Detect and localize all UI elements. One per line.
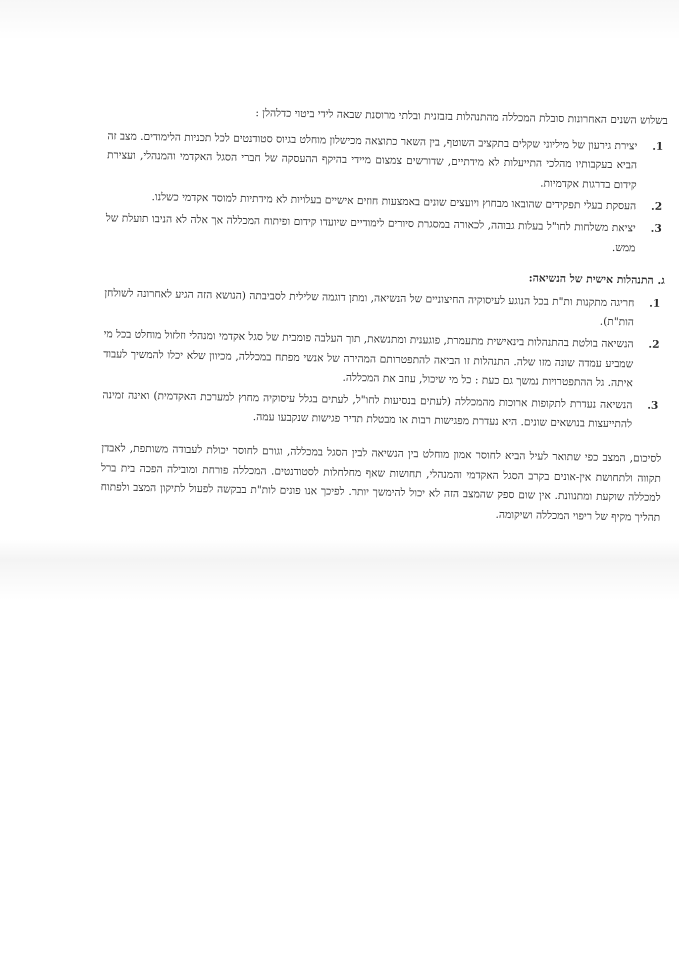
personal-conduct-list: [102, 284, 665, 436]
list-item: [103, 325, 664, 395]
list-item-text: הנשיאה נעדרת לתקופות ארוכות מהמכללה (לעתים בנסיעות לחו"ל, לעתים בגלל עיסוקיה מחוץ למערכת האקדמית) ואינה זמינה להתייעצות בנושאים שונים. היא נעדרת מפגישות רבות או מבטלת תדיר פגישות שנקבעו עמה.: [102, 388, 633, 431]
list-item-number: 3.: [647, 399, 659, 412]
list-item: [106, 127, 667, 197]
list-item-number: 2.: [650, 201, 663, 214]
document-body: [100, 101, 668, 528]
list-item-number: 3.: [650, 222, 662, 235]
list-item-text: יצירת גירעון של מיליוני שקלים בתקציב השוטף, בין השאר כתוצאה מכישלון מוחלט בגיוס סטודנטים לכל תכניות הלימודים. מצב זה הביא בעקבותיו מהלכי התייעלות לא מידתיים, שדורשים צמצום מיידי בהיקף ההעסקה של חברי הסגל האקדמי והמנהלי, ועצירת קידום בדרגות אקדמיות.: [106, 129, 638, 192]
financial-issues-list: [105, 127, 667, 259]
list-item-text: העסקת בעלי תפקידים שהובאו מבחוץ ויועצים שונים באמצעות חוזים אישיים בעלויות לא מידתיות למוסד אקדמי כשלנו.: [151, 191, 637, 213]
list-item: [102, 386, 663, 436]
list-item: [105, 209, 666, 259]
summary-paragraph: לסיכום, המצב כפי שתואר לעיל הביא לחוסר אמון מוחלט בין הנשיאה לבין הסגל במכללה, וגורם לחוסר יכולת לעבודה משותפת, לאבדן תקווה ולתחושת אין-אונים בקרב הסגל האקדמי והמנהלי, תחושות שאף מחלחלות לסטודנטים. המכללה פורחת ומובילה הפכה בית ברל למכללה שוקעת ומתנוונת. אין שום ספק שהמצב הזה לא יכול להימשך יותר. לפיכך אנו פונים לות"ת בבקשה לפעול לתיקון המצב ולפתוח תהליך מקיף של ריפוי המכללה ושיקומה.: [100, 442, 662, 524]
list-item-text: חריגה מתקנות ות"ת בכל הנוגע לעיסוקיה החיצוניים של הנשיאה, ומתן דוגמה שלילית לסביבתה (הנושא הזה הגיע לאחרונה לשולחן הות"ת).: [104, 286, 635, 329]
section-heading: ג. התנהלות אישית של הנשיאה:: [528, 271, 665, 288]
list-item-number: 1.: [649, 297, 661, 310]
list-item-text: יציאת משלחות לחו"ל בעלות גבוהה, לכאורה במסגרת סיורים לימודיים שיועדו קידום ופיתוח המכללה אך אלה לא הניבו תועלת של ממש.: [105, 212, 636, 254]
list-item-text: הנשיאה בולטת בהתנהלות בינאישית מתעמרת, פוגענית ומתנשאת, תוך העלבה פומבית של סגל אקדמי ומנהלי וזלזול מוחלט בכל מי שמביע עמדה שונה מזו שלה. התנהלות זו הביאה להתפטרותם המהירה של אנשי מפתח במכללה, מכיוון שלא יכלו להמשיך לעבוד איתה. גל ההתפטרויות נמשך גם כעת : כל מי שיכול, עוזב את המכללה.: [103, 328, 634, 390]
intro-paragraph: בשלוש השנים האחרונות סובלת המכללה מהתנהלות בזבזנית ובלתי מרוסנת שבאה לידי ביטוי כדלהלן :: [255, 107, 668, 127]
list-item-number: 2.: [648, 338, 660, 351]
list-item-number: 1.: [652, 140, 664, 153]
